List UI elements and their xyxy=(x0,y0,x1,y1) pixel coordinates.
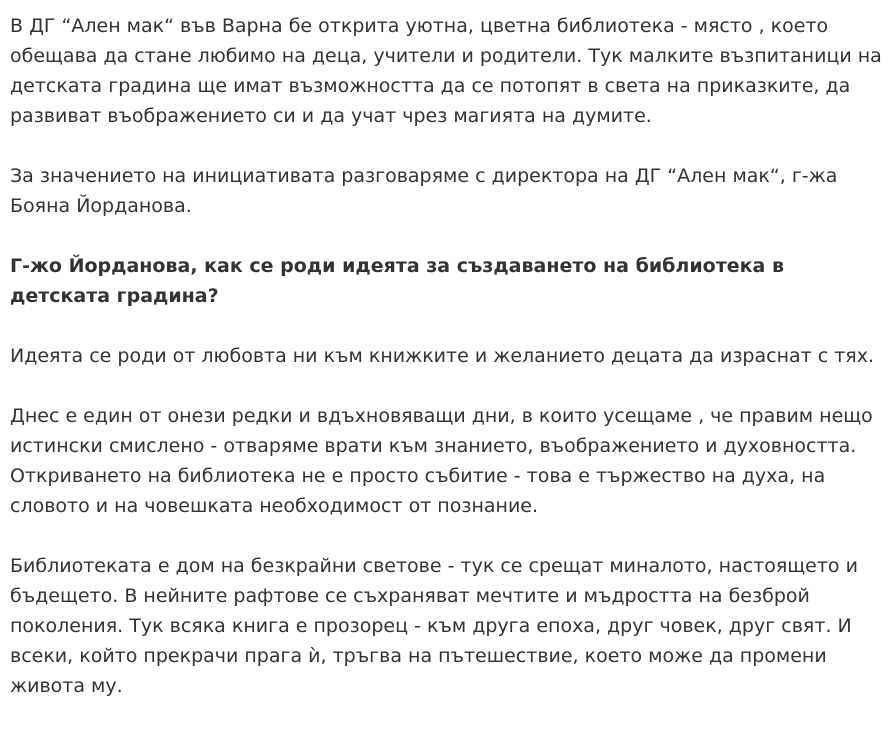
answer-paragraph-1: Идеята се роди от любовта ни към книжките и желанието децата да израснат с тях. xyxy=(10,345,875,367)
interview-question: Г-жо Йорданова, как се роди идеята за създаването на библиотека в детската градина? xyxy=(10,255,784,307)
intro-paragraph: В ДГ “Ален мак“ във Варна бе открита уютна, цветна библиотека - място , което обещава да стане любимо на деца, учители и родители. Тук малките възпитаници на детската градина ще имат възможността да се потопят в света на приказките, да развиват въображението си и да учат чрез магията на думите. xyxy=(10,15,882,127)
interview-intro-paragraph: За значението на инициативата разговаряме с директора на ДГ “Ален мак“, г-жа Бояна Йорданова. xyxy=(10,165,838,217)
answer-paragraph-3: Библиотеката е дом на безкрайни светове - тук се срещат миналото, настоящето и бъдещето. В нейните рафтове се съхраняват мечтите и мъдростта на безброй поколения. Тук всяка книга е прозорец - към друга епоха, друг човек, друг свят. И всеки, който прекрачи прага ѝ, тръгва на пътешествие, което може да промени живота му. xyxy=(10,555,858,697)
answer-paragraph-2: Днес е един от онези редки и вдъхновяващи дни, в които усещаме , че правим нещо истински смислено - отваряме врати към знанието, въображението и духовността. Откриването на библиотека не е просто събитие - това е тържество на духа, на словото и на човешката необходимост от познание. xyxy=(10,405,873,517)
